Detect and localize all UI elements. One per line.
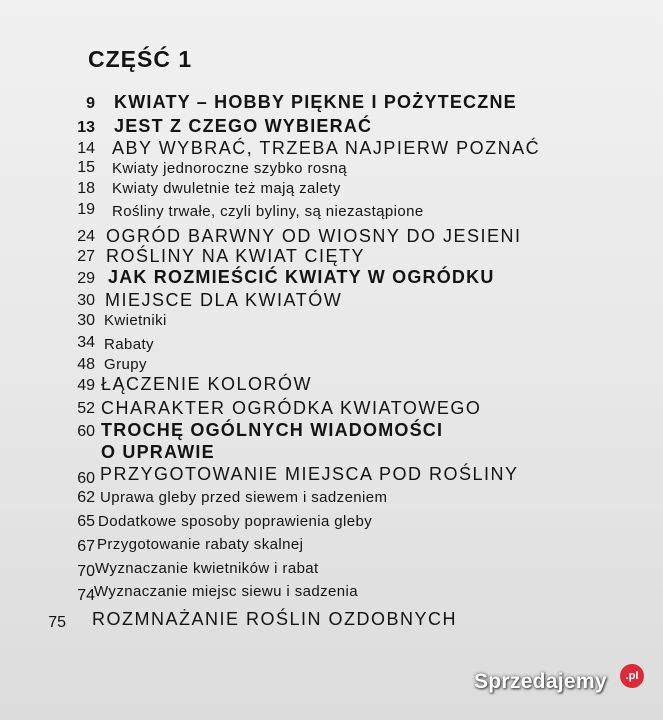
page-number: 60 [77, 423, 95, 440]
entry-title: TROCHĘ OGÓLNYCH WIADOMOŚCI [101, 420, 444, 440]
entry-title: JAK ROZMIEŚCIĆ KWIATY W OGRÓDKU [108, 267, 495, 287]
entry-title: ABY WYBRAĆ, TRZEBA NAJPIERW POZNAĆ [112, 138, 541, 158]
entry-title: OGRÓD BARWNY OD WIOSNY DO JESIENI [106, 226, 522, 246]
entry-title: Kwiaty jednoroczne szybko rosną [112, 160, 348, 177]
page-number: 75 [48, 614, 66, 631]
page-number: 52 [77, 400, 95, 417]
entry-title: MIEJSCE DLA KWIATÓW [105, 290, 343, 310]
entry-title: PRZYGOTOWANIE MIEJSCA POD ROŚLINY [100, 464, 519, 484]
part-title: CZĘŚĆ 1 [88, 46, 193, 72]
page-number: 15 [77, 159, 95, 176]
entry-title: Wyznaczanie miejsc siewu i sadzenia [94, 583, 358, 600]
entry-title: Rośliny trwałe, czyli byliny, są niezastąpione [112, 203, 424, 220]
watermark-badge-icon [620, 664, 644, 688]
watermark-text: Sprzedajemy [474, 670, 607, 693]
entry-title: Przygotowanie rabaty skalnej [97, 536, 304, 553]
entry-title: Kwietniki [104, 312, 167, 329]
page-number: 24 [77, 228, 95, 245]
page-number: 60 [77, 470, 95, 487]
entry-title: JEST Z CZEGO WYBIERAĆ [114, 116, 373, 136]
entry-title: Rabaty [104, 336, 154, 353]
entry-title: Grupy [104, 356, 147, 373]
entry-title: ŁĄCZENIE KOLORÓW [101, 374, 313, 394]
page-number: 74 [77, 587, 95, 604]
page-number: 62 [77, 489, 95, 506]
entry-title: ROZMNAŻANIE ROŚLIN OZDOBNYCH [92, 609, 458, 629]
page-number: 29 [77, 270, 95, 287]
page-number: 34 [77, 334, 95, 351]
entry-title: ROŚLINY NA KWIAT CIĘTY [106, 246, 366, 266]
page-number: 9 [86, 95, 95, 112]
watermark-suffix: .pl [625, 670, 639, 682]
page-number: 48 [77, 356, 95, 373]
entry-title: Kwiaty dwuletnie też mają zalety [112, 180, 341, 197]
entry-title: O UPRAWIE [101, 442, 215, 462]
page-number: 27 [77, 248, 95, 265]
entry-title: Wyznaczanie kwietników i rabat [95, 560, 319, 577]
entry-title: CHARAKTER OGRÓDKA KWIATOWEGO [101, 398, 482, 418]
watermark-logo [474, 670, 607, 694]
page-number: 70 [77, 563, 95, 580]
entry-title: KWIATY – HOBBY PIĘKNE I POŻYTECZNE [114, 92, 517, 112]
page-number: 18 [77, 180, 95, 197]
entry-title: Uprawa gleby przed siewem i sadzeniem [100, 489, 388, 506]
page-number: 30 [77, 292, 95, 309]
page-number: 65 [77, 513, 95, 530]
entry-title: Dodatkowe sposoby poprawienia gleby [98, 513, 373, 530]
page-number: 67 [77, 538, 95, 555]
page-number: 14 [77, 140, 95, 157]
page-number: 30 [77, 312, 95, 329]
page-number: 19 [77, 201, 95, 218]
page-number: 13 [77, 119, 95, 136]
page-number: 49 [77, 377, 95, 394]
